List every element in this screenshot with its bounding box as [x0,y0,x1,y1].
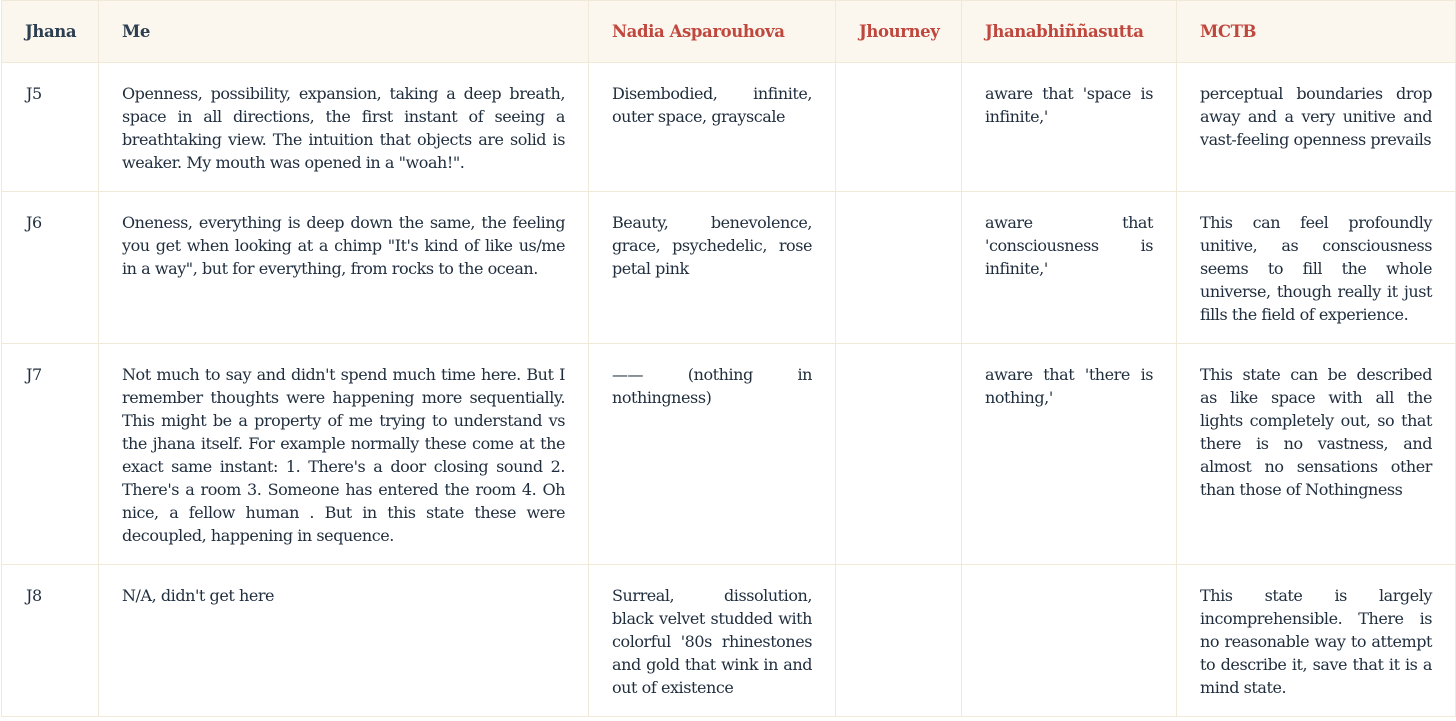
cell-me: N/A, didn't get here [99,565,589,717]
cell-jhana: J5 [2,63,99,192]
table-row [2,192,1456,344]
cell-jhana: J6 [2,192,99,344]
cell-me: Openness, possibility, expansion, taking a deep breath, space in all directions, the first instant of seeing a breathtaking view. The intuition that objects are solid is weaker. My mouth was opened in a "woah!". [99,63,589,192]
header-nadia-asparouhova: Nadia Asparouhova [589,1,836,63]
cell-nadia-asparouhova: Beauty, benevolence, grace, psychedelic, rose petal pink [589,192,836,344]
table-row [2,344,1456,565]
jhana-comparison-table [1,0,1456,717]
cell-jhourney [836,344,962,565]
cell-jhanabhinnasutta [962,565,1177,717]
cell-jhana: J7 [2,344,99,565]
table-body [2,63,1456,717]
header-jhourney: Jhourney [836,1,962,63]
cell-mctb: This can feel profoundly unitive, as consciousness seems to fill the whole universe, though really it just fills the field of experience. [1177,192,1456,344]
cell-nadia-asparouhova: —— (nothing in nothingness) [589,344,836,565]
cell-jhana: J8 [2,565,99,717]
table-row [2,565,1456,717]
header-row [2,1,1456,63]
cell-nadia-asparouhova: Disembodied, infinite, outer space, grayscale [589,63,836,192]
cell-me: Not much to say and didn't spend much time here. But I remember thoughts were happening more sequentially. This might be a property of me trying to understand vs the jhana itself. For example normally these come at the exact same instant: 1. There's a door closing sound 2. There's a room 3. Someone has entered the room 4. Oh nice, a fellow human . But in this state these were decoupled, happening in sequence. [99,344,589,565]
header-jhana: Jhana [2,1,99,63]
cell-mctb: This state is largely incomprehensible. There is no reasonable way to attempt to describe it, save that it is a mind state. [1177,565,1456,717]
cell-mctb: perceptual boundaries drop away and a very unitive and vast-feeling openness prevails [1177,63,1456,192]
cell-jhanabhinnasutta: aware that 'consciousness is infinite,' [962,192,1177,344]
cell-mctb: This state can be described as like space with all the lights completely out, so that there is no vastness, and almost no sensations other than those of Nothingness [1177,344,1456,565]
cell-jhourney [836,63,962,192]
cell-nadia-asparouhova: Surreal, dissolution, black velvet studded with colorful '80s rhinestones and gold that wink in and out of existence [589,565,836,717]
cell-me: Oneness, everything is deep down the same, the feeling you get when looking at a chimp "It's kind of like us/me in a way", but for everything, from rocks to the ocean. [99,192,589,344]
cell-jhanabhinnasutta: aware that 'space is infinite,' [962,63,1177,192]
table-header [2,1,1456,63]
cell-jhourney [836,565,962,717]
header-me: Me [99,1,589,63]
header-mctb: MCTB [1177,1,1456,63]
header-jhanabhinnasutta: Jhanabhiññasutta [962,1,1177,63]
table-row [2,63,1456,192]
cell-jhourney [836,192,962,344]
cell-jhanabhinnasutta: aware that 'there is nothing,' [962,344,1177,565]
